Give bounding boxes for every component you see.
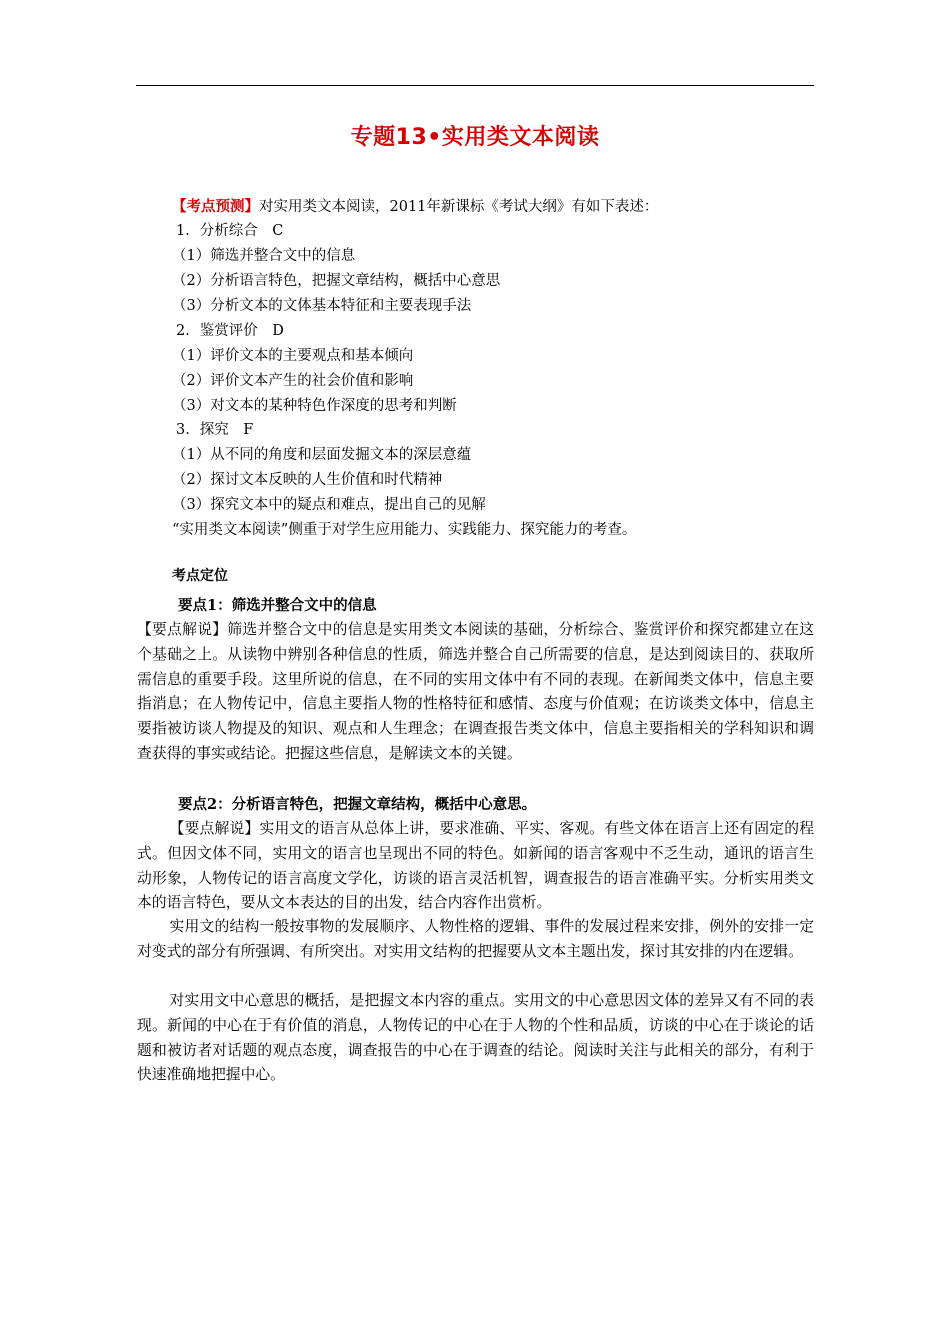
forecast-item: （1）评价文本的主要观点和基本倾向: [172, 348, 414, 364]
point2-paragraph: 【要点解说】实用文的语言从总体上讲，要求准确、平实、客观。有些文体在语言上还有固定的程式。但因文体不同，实用文的语言也呈现出不同的特色。如新闻的语言客观中不乏生动，通讯的语言生动形象，人物传记的语言高度文学化，访谈的语言灵活机智，调查报告的语言准确平实。分析实用类文本的语言特色，要从文本表达的目的出发，结合内容作出赏析。: [137, 820, 814, 912]
forecast-item: 2．鉴赏评价 D: [176, 323, 284, 339]
forecast-item: 1．分析综合 C: [176, 223, 284, 239]
top-rule: [136, 85, 814, 86]
page-title: 专题13•实用类文本阅读: [350, 125, 600, 150]
point2-paragraph: 对实用文中心意思的概括，是把握文本内容的重点。实用文的中心意思因文体的差异又有不同的表现。新闻的中心在于有价值的消息，人物传记的中心在于人物的个性和品质，访谈的中心在于谈论的话题和被访者对话题的观点态度，调查报告的中心在于调查的结论。阅读时关注与此相关的部分，有利于快速准确地把握中心。: [137, 992, 814, 1084]
forecast-item: （3）分析文本的文体基本特征和主要表现手法: [172, 298, 472, 314]
forecast-summary: “实用类文本阅读”侧重于对学生应用能力、实践能力、探究能力的考查。: [172, 522, 637, 538]
forecast-intro: 对实用类文本阅读，2011年新课标《考试大纲》有如下表述：: [259, 199, 659, 215]
point2-paragraph: 实用文的结构一般按事物的发展顺序、人物性格的逻辑、事件的发展过程来安排，例外的安排一定对变式的部分有所强调、有所突出。对实用文结构的把握要从文本主题出发，探讨其安排的内在逻辑。: [137, 918, 814, 960]
forecast-item: （2）评价文本产生的社会价值和影响: [172, 373, 414, 389]
forecast-item: （3）对文本的某种特色作深度的思考和判断: [172, 398, 457, 414]
section-heading: 考点定位: [172, 568, 228, 584]
forecast-item: （1）从不同的角度和层面发掘文本的深层意蕴: [172, 447, 472, 463]
point1-heading: 要点1：筛选并整合文中的信息: [178, 597, 377, 614]
forecast-item: 3．探究 F: [176, 422, 254, 438]
point1-paragraph: 【要点解说】筛选并整合文中的信息是实用类文本阅读的基础，分析综合、鉴赏评价和探究都建立在这个基础之上。从读物中辨别各种信息的性质，筛选并整合自己所需要的信息，是达到阅读目的、获取所需信息的重要手段。这里所说的信息，在不同的实用文体中有不同的表现。在新闻类文体中，信息主要指消息；在人物传记中，信息主要指人物的性格特征和感情、态度与价值观；在访谈类文体中，信息主要指被访谈人物提及的知识、观点和人生理念；在调查报告类文体中，信息主要指相关的学科知识和调查获得的事实或结论。把握这些信息，是解读文本的关键。: [137, 621, 814, 762]
forecast-item: （2）分析语言特色，把握文章结构，概括中心意思: [172, 273, 501, 289]
forecast-intro-line: [172, 198, 658, 216]
forecast-item: （1）筛选并整合文中的信息: [172, 248, 356, 264]
forecast-item: （3）探究文本中的疑点和难点，提出自己的见解: [172, 497, 486, 513]
forecast-tag: 【考点预测】: [172, 198, 259, 215]
forecast-item: （2）探讨文本反映的人生价值和时代精神: [172, 472, 443, 488]
point2-heading: 要点2：分析语言特色，把握文章结构，概括中心意思。: [178, 796, 537, 813]
